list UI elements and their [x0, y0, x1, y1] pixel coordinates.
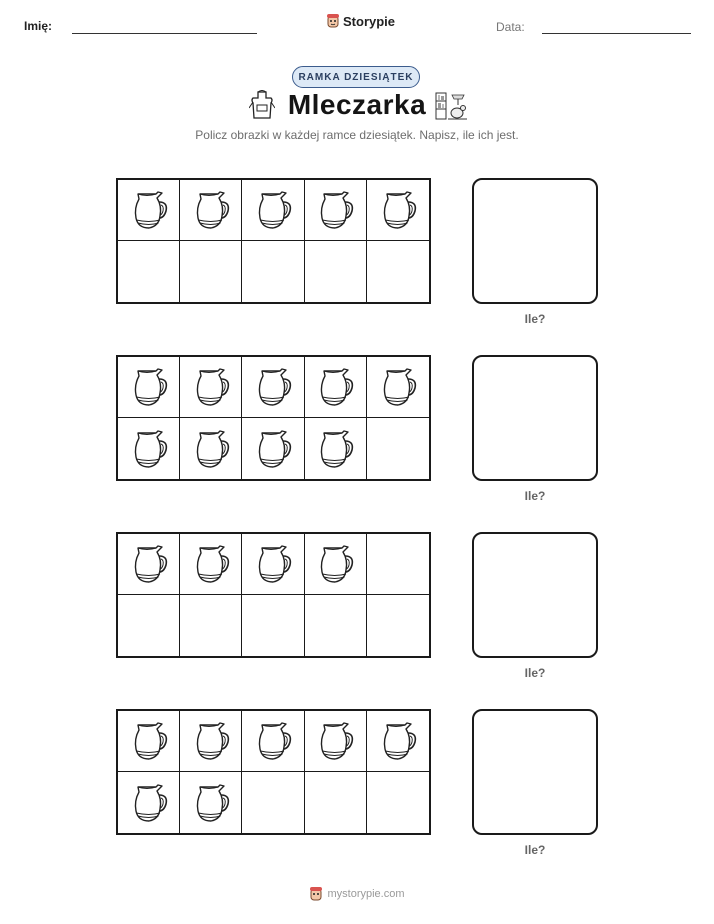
ten-frame-cell — [180, 772, 242, 833]
instructions: Policz obrazki w każdej ramce dziesiątek. Napisz, ile ich jest. — [195, 128, 519, 142]
milk-jug-icon — [129, 781, 169, 825]
ten-frame-cell — [242, 772, 304, 833]
date-line[interactable] — [542, 33, 691, 34]
ten-frame-cell — [242, 711, 304, 772]
ten-frame-cell — [305, 241, 367, 302]
ten-frame-cell — [305, 180, 367, 241]
ten-frame-cell — [118, 711, 180, 772]
milk-jug-icon — [253, 188, 293, 232]
answer-box[interactable] — [472, 532, 598, 658]
ten-frame — [116, 532, 431, 658]
ten-frame-cell — [118, 595, 180, 656]
answer-box[interactable] — [472, 709, 598, 835]
ten-frame-cell — [305, 534, 367, 595]
storypie-logo-icon — [309, 886, 323, 902]
ten-frame-cell — [180, 595, 242, 656]
milk-jug-icon — [315, 719, 355, 763]
milk-jug-icon — [315, 365, 355, 409]
ten-frame-cell — [180, 711, 242, 772]
ten-frame-cell — [305, 418, 367, 479]
milk-jug-icon — [191, 781, 231, 825]
milk-jug-icon — [378, 365, 418, 409]
ten-frame-cell — [180, 357, 242, 418]
answer-prompt: Ile? — [524, 843, 546, 857]
answer-box[interactable] — [472, 355, 598, 481]
worksheet-type-badge: RAMKA DZIESIĄTEK — [292, 66, 420, 88]
milk-jug-icon — [253, 719, 293, 763]
milk-jug-icon — [253, 365, 293, 409]
ten-frame-cell — [305, 595, 367, 656]
ten-frame-cell — [367, 772, 429, 833]
ten-frame-cell — [118, 772, 180, 833]
ten-frame-cell — [367, 180, 429, 241]
page-title: Mleczarka — [287, 89, 427, 120]
answer-prompt: Ile? — [524, 666, 546, 680]
milk-jug-icon — [378, 719, 418, 763]
ten-frame-cell — [180, 241, 242, 302]
name-line[interactable] — [72, 33, 257, 34]
milk-jug-icon — [191, 542, 231, 586]
ten-frame-cell — [242, 418, 304, 479]
kitchen-shelf-icon — [434, 91, 468, 121]
ten-frame-cell — [118, 534, 180, 595]
ten-frame-cell — [180, 418, 242, 479]
milk-jug-icon — [315, 542, 355, 586]
brand-logo — [326, 13, 395, 29]
ten-frame-cell — [242, 241, 304, 302]
ten-frame-cell — [367, 418, 429, 479]
ten-frame-cell — [305, 772, 367, 833]
storypie-logo-icon — [326, 13, 340, 29]
milk-jug-icon — [191, 365, 231, 409]
ten-frame — [116, 355, 431, 481]
milk-jug-icon — [191, 188, 231, 232]
ten-frame — [116, 178, 431, 304]
answer-prompt: Ile? — [524, 312, 546, 326]
milk-jug-icon — [129, 542, 169, 586]
ten-frame — [116, 709, 431, 835]
date-label: Data: — [496, 20, 525, 34]
milk-jug-icon — [378, 188, 418, 232]
brand-text: Storypie — [343, 13, 396, 29]
ten-frame-cell — [367, 595, 429, 656]
milk-jug-icon — [129, 427, 169, 471]
ten-frame-cell — [242, 357, 304, 418]
milk-jug-icon — [315, 188, 355, 232]
milk-jug-icon — [315, 427, 355, 471]
answer-prompt: Ile? — [524, 489, 546, 503]
ten-frame-cell — [367, 711, 429, 772]
footer — [0, 886, 714, 902]
ten-frame-cell — [118, 180, 180, 241]
milk-jug-icon — [191, 719, 231, 763]
ten-frame-cell — [305, 357, 367, 418]
milk-jug-icon — [129, 188, 169, 232]
ten-frame-cell — [180, 534, 242, 595]
milk-jug-icon — [253, 542, 293, 586]
milk-jug-icon — [253, 427, 293, 471]
ten-frame-cell — [118, 241, 180, 302]
ten-frame-cell — [242, 534, 304, 595]
footer-url[interactable]: mystorypie.com — [327, 888, 405, 900]
milk-jug-icon — [129, 719, 169, 763]
ten-frame-cell — [180, 180, 242, 241]
ten-frame-cell — [118, 418, 180, 479]
ten-frame-cell — [118, 357, 180, 418]
ten-frame-cell — [242, 595, 304, 656]
ten-frame-cell — [367, 534, 429, 595]
ten-frame-cell — [367, 241, 429, 302]
ten-frame-cell — [242, 180, 304, 241]
milk-jug-icon — [129, 365, 169, 409]
ten-frame-cell — [367, 357, 429, 418]
answer-box[interactable] — [472, 178, 598, 304]
ten-frame-cell — [305, 711, 367, 772]
name-label: Imię: — [24, 19, 53, 33]
milk-jug-icon — [191, 427, 231, 471]
